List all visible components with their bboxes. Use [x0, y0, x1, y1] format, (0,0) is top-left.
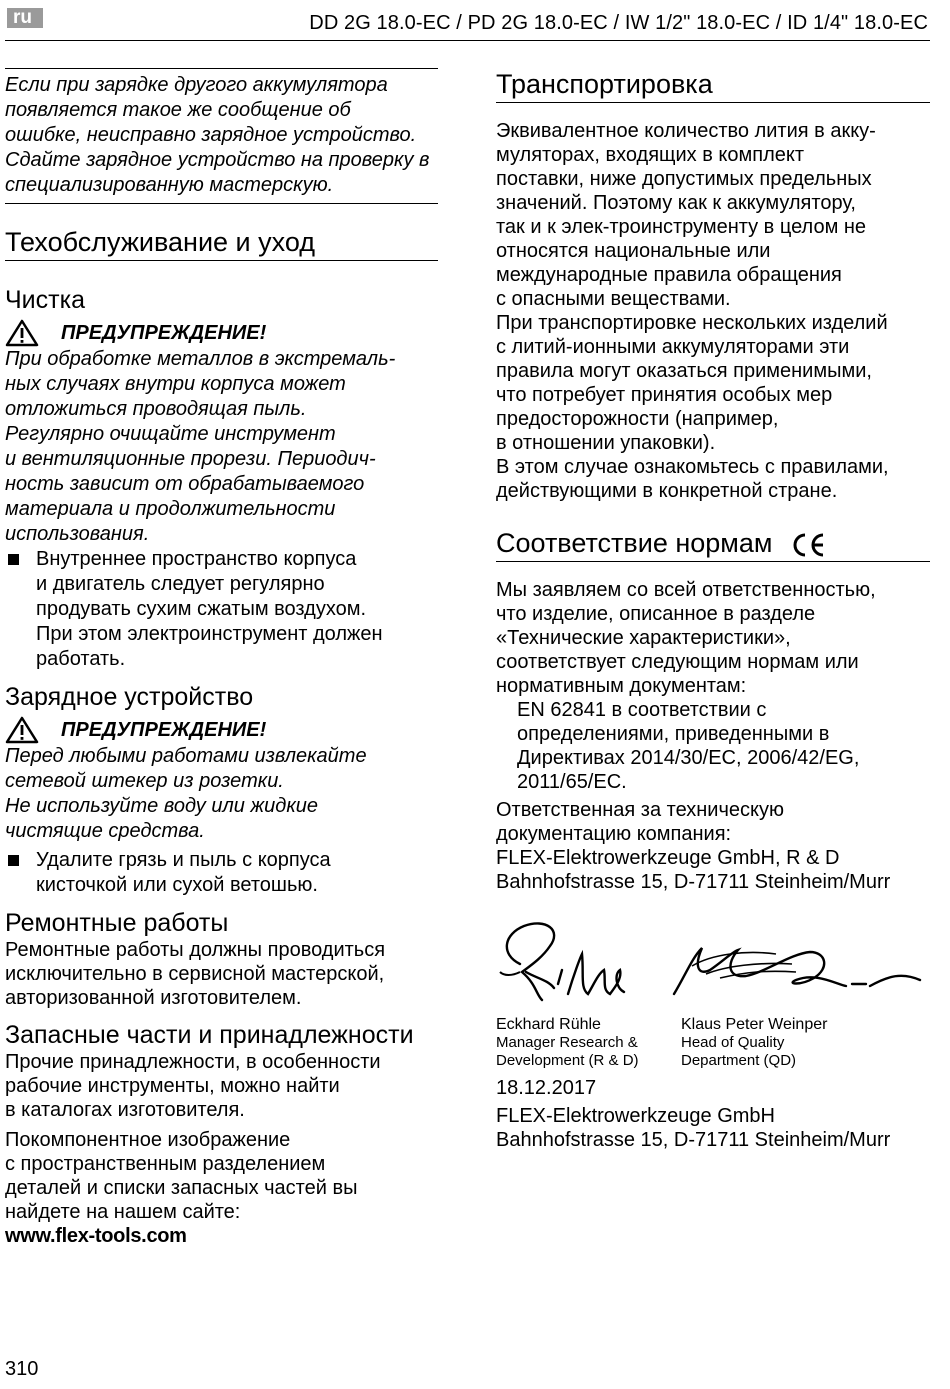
left-column [5, 68, 438, 1248]
charger-error-note: Если при зарядке другого аккумулятора появляется такое же сообщение об ошибке, неисправно зарядное устройство. Сдайте зарядное устройство на проверку в специализированную мастерскую. [5, 68, 438, 204]
charger-warning: ПРЕДУПРЕЖДЕНИЕ! [5, 716, 438, 744]
warning-triangle-icon [5, 319, 39, 347]
ce-mark-icon [790, 532, 826, 558]
parts-text-1: Прочие принадлежности, в особенности рабочие инструменты, можно найти в каталогах изготовителя. [5, 1051, 381, 1121]
bullet-square-icon [8, 855, 19, 866]
conformity-heading: Соответствие нормам [496, 527, 930, 562]
right-column [496, 68, 930, 1152]
charger-heading: Зарядное устройство [5, 683, 254, 711]
header-divider [5, 40, 930, 41]
cleaning-heading: Чистка [5, 286, 85, 314]
parts-text-2: Покомпонентное изображение с пространственным разделением деталей и списки запасных частей вы найдете на нашем сайте: [5, 1129, 358, 1223]
company-address: Bahnhofstrasse 15, D-71711 Steinheim/Murr [496, 1129, 891, 1151]
model-header: DD 2G 18.0-EC / PD 2G 18.0-EC / IW 1/2" 18.0-EC / ID 1/4" 18.0-EC [309, 12, 928, 34]
transport-text: Эквивалентное количество лития в акку- муляторах, входящих в комплект поставки, ниже допустимых предельных значений. Поэтому как к аккумулятору, так и к элек-троинструменту в целом не относятся национальные или международные правила обращения с опасными веществами. При транспортировке нескольких изделий с литий-ионными аккумуляторами эти правила могут оказаться применимыми, что потребует принятия особых мер предосторожности (например, в отношении упаковки). В этом случае ознакомьтесь с правилами, действующими в конкретной стране. [496, 120, 889, 502]
signer-details [496, 1016, 930, 1070]
handwritten-signatures [496, 914, 926, 1014]
responsible-company: Ответственная за техническую документацию компания: FLEX-Elektrowerkzeuge GmbH, R & D Bahnhofstrasse 15, D-71711 Steinheim/Murr [496, 799, 891, 893]
declaration-date: 18.12.2017 [496, 1077, 597, 1099]
transport-heading: Транспортировка [496, 68, 930, 103]
charger-bullet: Удалите грязь и пыль с корпуса кисточкой или сухой ветошью. [5, 848, 438, 898]
bullet-square-icon [8, 554, 19, 565]
signer-1: Eckhard Rühle Manager Research & Development (R & D) [496, 1016, 639, 1069]
warning-triangle-icon [5, 716, 39, 744]
cleaning-warning: ПРЕДУПРЕЖДЕНИЕ! [5, 319, 438, 347]
page-number: 310 [5, 1358, 39, 1380]
cleaning-warning-text: При обработке металлов в экстремаль- ных случаях внутри корпуса может отложиться проводящая пыль. Регулярно очищайте инструмент и вентиляционные прорези. Периодич- ность зависит от обрабатываемого материала и продолжительности использования. [5, 348, 396, 545]
signatures [496, 914, 930, 1014]
company-name: FLEX-Elektrowerkzeuge GmbH [496, 1105, 775, 1127]
repair-text: Ремонтные работы должны проводиться исключительно в сервисной мастерской, авторизованной изготовителем. [5, 939, 386, 1009]
cleaning-bullet: Внутреннее пространство корпуса и двигатель следует регулярно продувать сухим сжатым воздухом. При этом электроинструмент должен работать. [5, 547, 438, 672]
maintenance-heading: Техобслуживание и уход [5, 226, 438, 261]
standards-list: EN 62841 в соответствии с определениями, приведенными в Директивах 2014/30/ЕС, 2006/42/EG, 2011/65/ЕС. [517, 699, 860, 793]
website-link[interactable]: www.flex-tools.com [5, 1225, 187, 1247]
conformity-text: Мы заявляем со всей ответственностью, что изделие, описанное в разделе «Технические характеристики», соответствует следующим нормам или нормативным документам: [496, 579, 876, 697]
language-badge: ru [7, 8, 43, 28]
charger-warning-text: Перед любыми работами извлекайте сетевой штекер из розетки. Не используйте воду или жидкие чистящие средства. [5, 745, 367, 842]
signer-2: Klaus Peter Weinper Head of Quality Department (QD) [681, 1016, 828, 1069]
repair-heading: Ремонтные работы [5, 909, 229, 937]
parts-heading: Запасные части и принадлежности [5, 1021, 414, 1049]
